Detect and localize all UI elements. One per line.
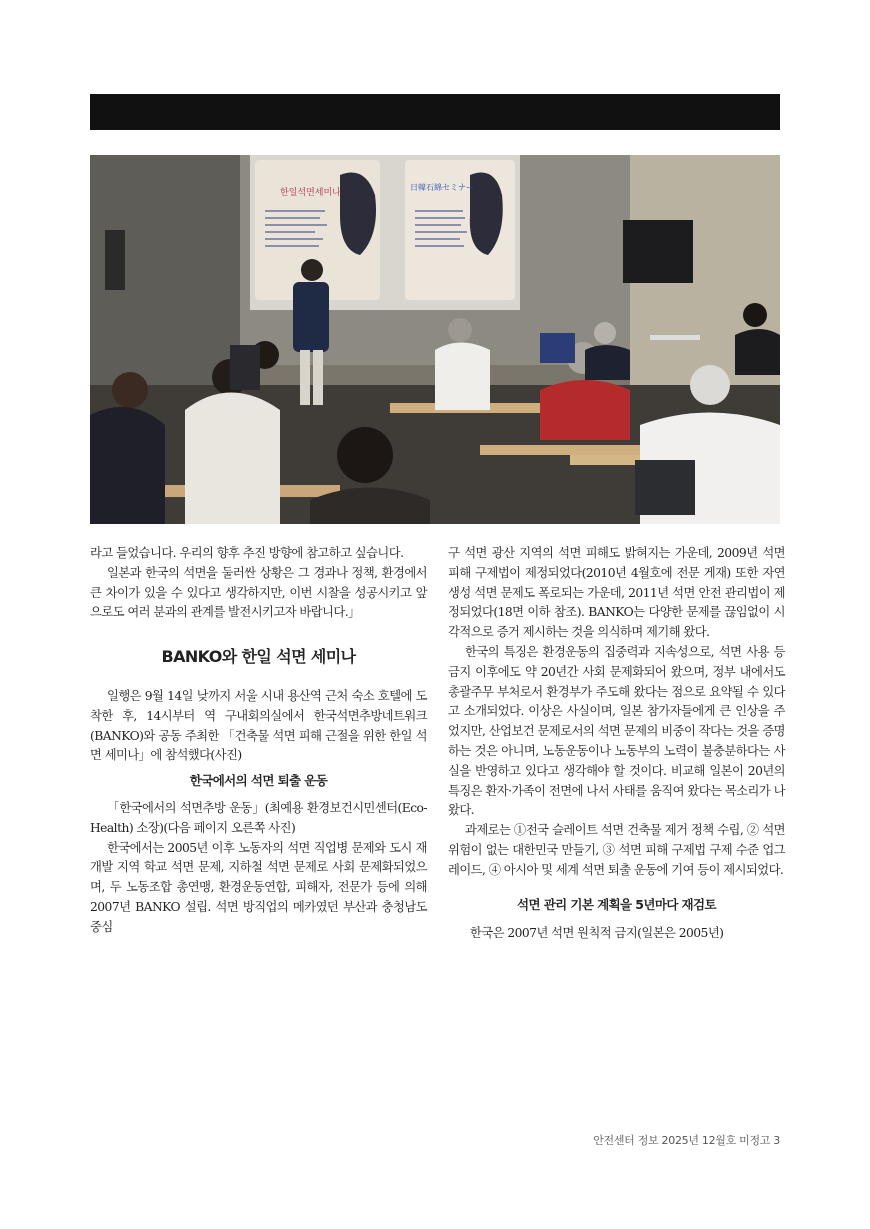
intro-paragraph-2: 일본과 한국의 석면을 둘러싼 상황은 그 경과나 정책, 환경에서 큰 차이가 있을 수 있다고 생각하지만, 이번 시찰을 성공시키고 앞으로도 여러 분과의 관계를 발전시키고자 바랍니다.」 (90, 565, 427, 620)
page-footer: 안전센터 정보 2025년 12월호 미정고 3 (593, 1134, 780, 1147)
intro-paragraph-1: 라고 들었습니다. 우리의 향후 추진 방향에 참고하고 싶습니다. (90, 546, 404, 560)
subsection-paragraph-1: 「한국에서의 석면추방 운동」(최예용 환경보건시민센터(Eco-Health) 소장)(다음 페이지 오른쪽 사진) (90, 800, 427, 835)
header-bar (90, 94, 780, 130)
left-column (90, 544, 427, 938)
slide-right-title: 日韓石綿セミナー (410, 183, 474, 192)
section-title: BANKO와 한일 석면 세미나 (161, 647, 356, 667)
right-note: 한국은 2007년 석면 원칙적 금지(일본은 2005년) (470, 926, 724, 941)
subsection-title: 한국에서의 석면 퇴출 운동 (189, 773, 328, 789)
right-paragraph-3: 과제로는 ①전국 슬레이트 석면 건축물 제거 정책 수립, ② 석면 위험이 없는 대한민국 만들기, ③ 석면 피해 구제법 구제 수준 업그레이드, ④ 아시아 및 세계 석면 퇴출 운동에 기여 등이 제시되었다. (448, 823, 785, 877)
right-column (448, 544, 785, 944)
seminar-photo (90, 155, 780, 524)
right-subsection-title: 석면 관리 기본 계획을 5년마다 재검토 (517, 896, 716, 912)
right-paragraph-1: 구 석면 광산 지역의 석면 피해도 밝혀지는 가운데, 2009년 석면 피해 구제법이 제정되었다(2010년 4월호에 전문 게재) 또한 자연 생성 석면 문제도 폭로되는 가운데, 2011년 석면 안전 관리법이 제정되었다(18면 이하 참조). BANKO는 다양한 문제를 끊임없이 시각적으로 증거 제시하는 것을 의식하며 제기해 왔다. (448, 546, 785, 640)
subsection-paragraph-2: 한국에서는 2005년 이후 노동자의 석면 직업병 문제와 도시 재개발 지역 학교 석면 문제, 지하철 석면 문제로 사회 문제화되었으며, 두 노동조합 총연맹, 환경운동연합, 피해자, 전문가 등에 의해 2007년 BANKO 설립. 석면 방직업의 메카였던 부산과 충청남도 중심 (90, 840, 427, 934)
right-paragraph-2: 한국의 특징은 환경운동의 집중력과 지속성으로, 석면 사용 등 금지 이후에도 약 20년간 사회 문제화되어 왔으며, 정부 내에서도 총괄주무 부처로서 환경부가 주도해 왔다는 점으로 요약될 수 있다고 소개되었다. 이상은 사실이며, 일본 참가자들에게 큰 인상을 주었지만, 산업보건 문제로서의 석면 문제의 비중이 작다는 것을 증명하는 것은 아니며, 노동운동이나 노동부의 노력이 불충분하다는 사실을 반영하고 있다고 생각해야 할 것이다. 비교해 일본이 20년의 특징은 환자·가족이 전면에 나서 사태를 움직여 왔다는 목소리가 나왔다. (448, 644, 785, 818)
section-paragraph-1: 일행은 9월 14일 낮까지 서울 시내 용산역 근처 숙소 호텔에 도착한 후, 14시부터 역 구내회의실에서 한국석면추방네트워크(BANKO)와 공동 주최한 「건축물 석면 피해 근절을 위한 한일 석면 세미나」에 참석했다(사진) (90, 688, 427, 763)
slide-left-title: 한일석면세미나 (280, 188, 341, 198)
